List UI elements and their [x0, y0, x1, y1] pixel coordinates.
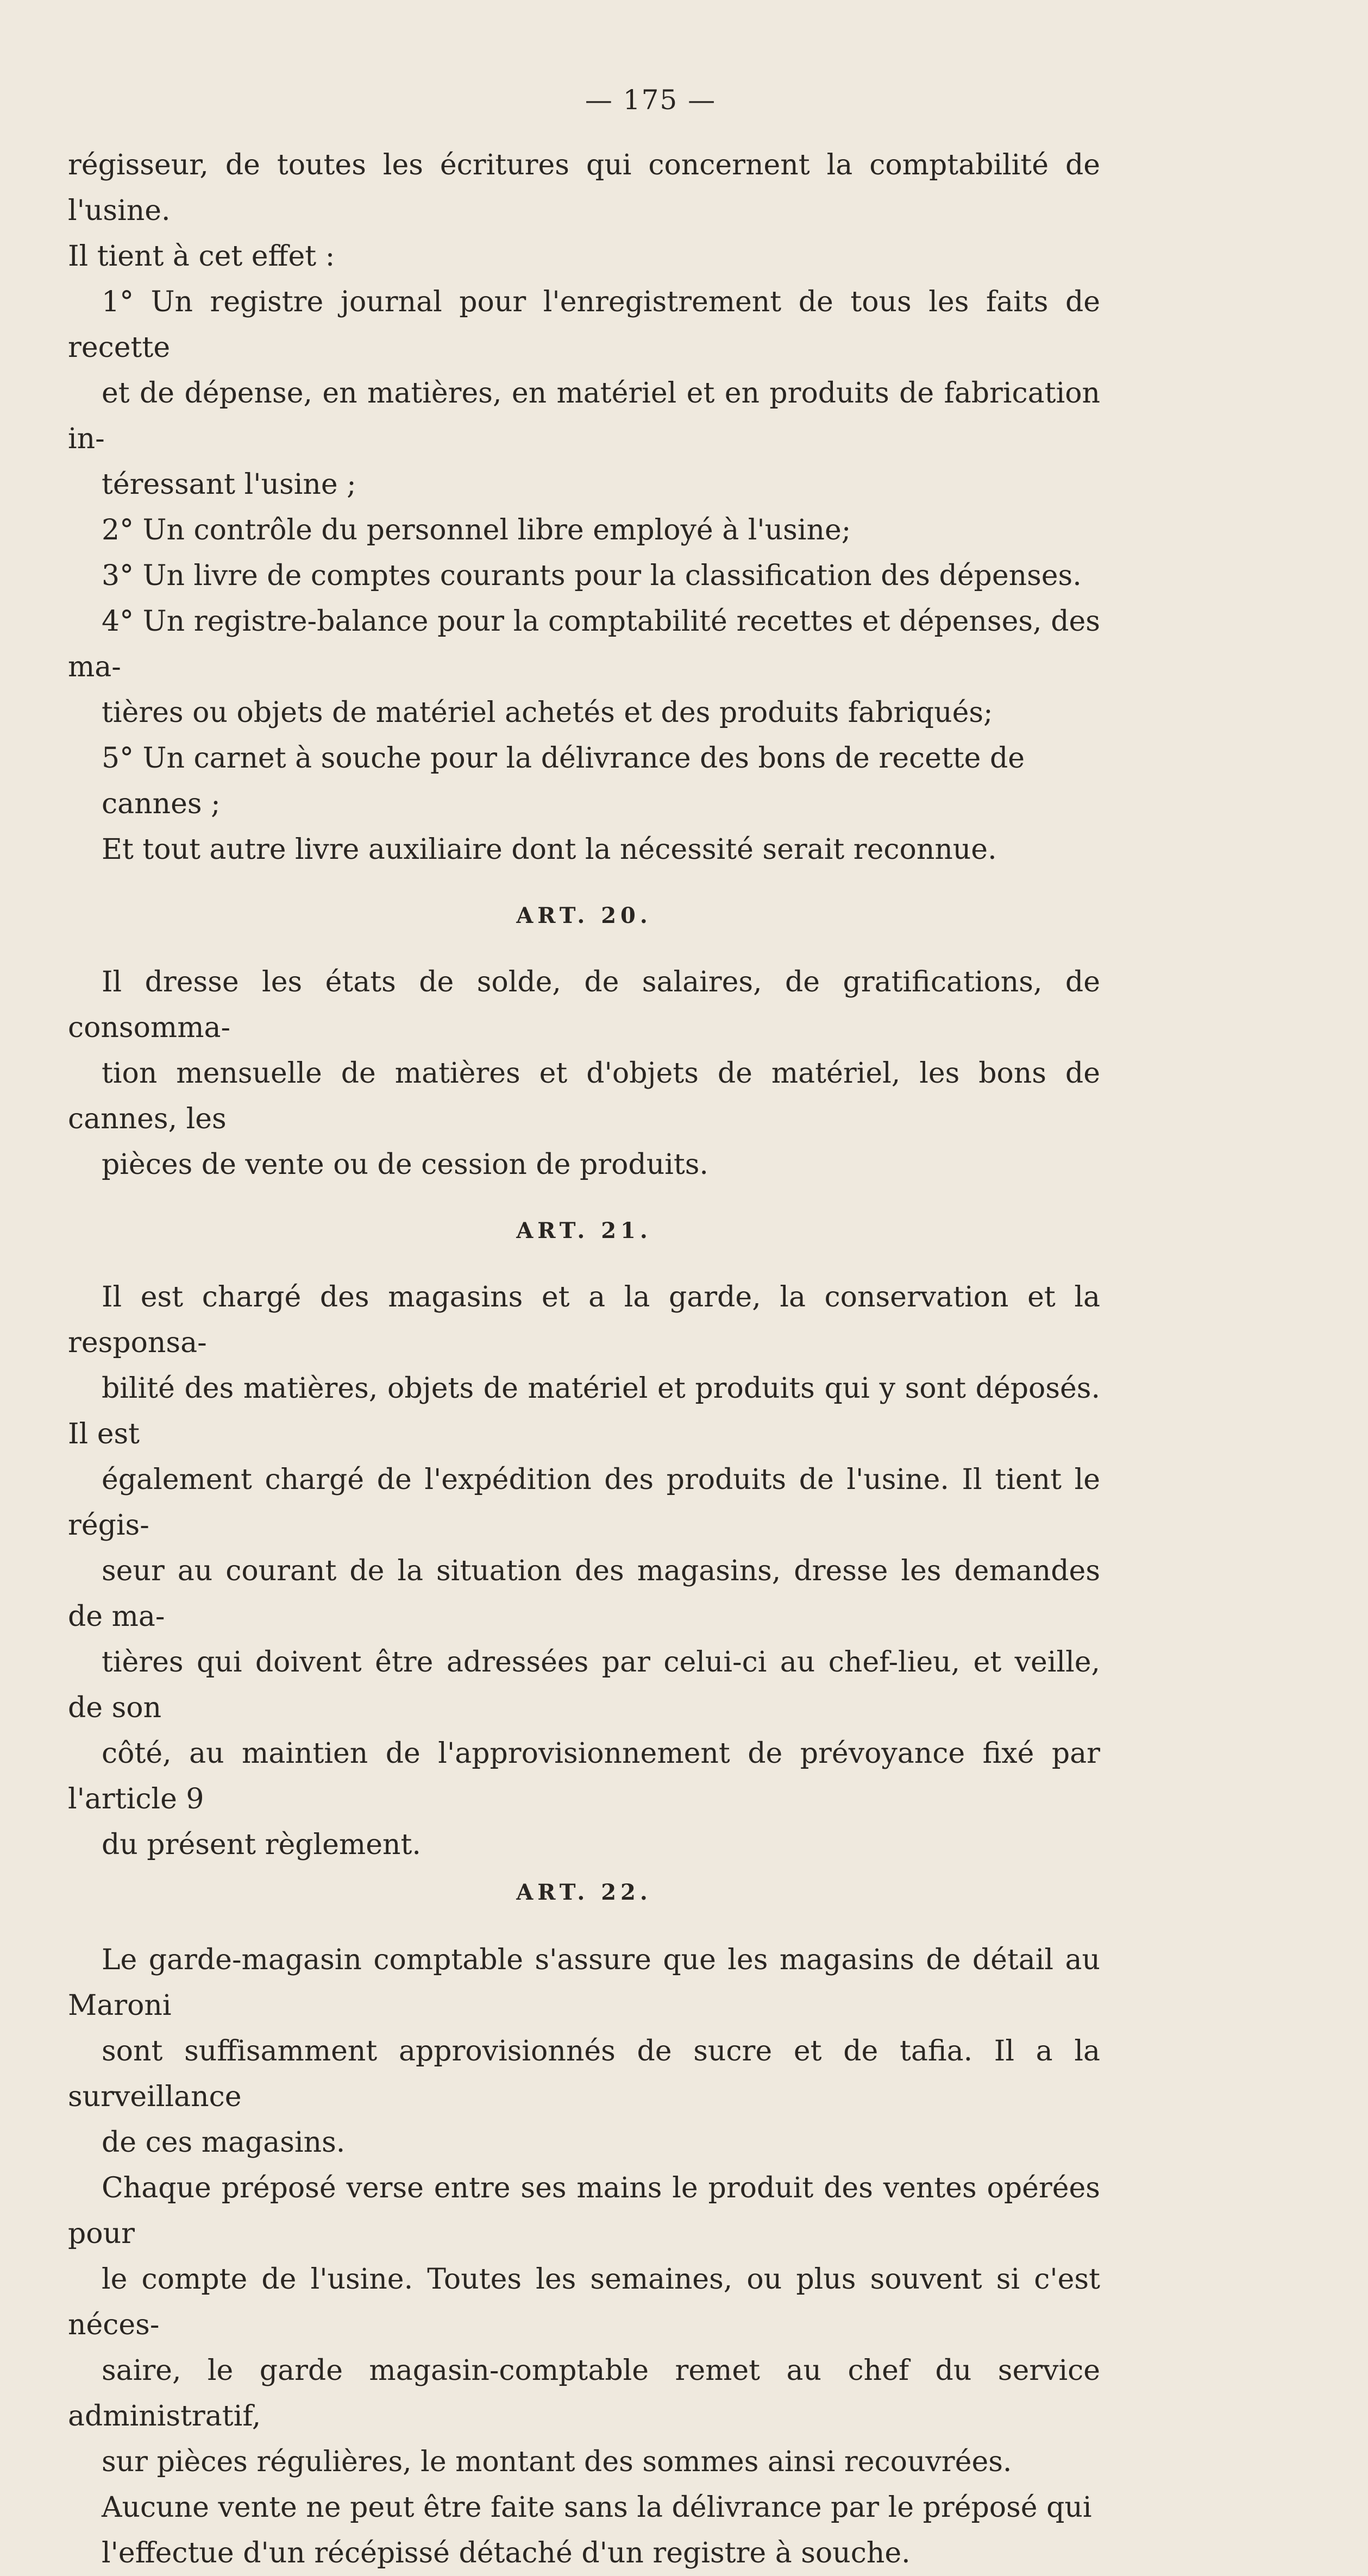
- text-line: 3° Un livre de comptes courants pour la classification des dépenses.: [102, 560, 1082, 592]
- list-item-3: [68, 553, 1100, 599]
- text-line: tières ou objets de matériel achetés et des produits fabriqués;: [102, 696, 993, 729]
- article-22-paragraph-3: [68, 2485, 1100, 2576]
- page-number: — 175 —: [585, 84, 717, 116]
- text-line: Le garde-magasin comptable s'assure que les magasins de détail au Maroni: [68, 1944, 1100, 2022]
- text-line: régisseur, de toutes les écritures qui concernent la comptabilité de l'usine.: [68, 149, 1100, 227]
- text-line: le compte de l'usine. Toutes les semaines, ou plus souvent si c'est néces-: [68, 2263, 1100, 2341]
- text-line: saire, le garde magasin-comptable remet au chef du service administratif,: [68, 2354, 1100, 2433]
- text-line: côté, au maintien de l'approvisionnement de prévoyance fixé par l'article 9: [68, 1737, 1100, 1815]
- list-item-2: [68, 507, 1100, 553]
- text-line: du présent règlement.: [102, 1829, 421, 1861]
- intro-paragraph: [68, 142, 1100, 279]
- text-line: Il est chargé des magasins et a la garde, la conservation et la responsa-: [68, 1281, 1100, 1359]
- text-line: et de dépense, en matières, en matériel et en produits de fabrication in-: [68, 377, 1100, 455]
- document-body: [68, 142, 1100, 2576]
- text-line: seur au courant de la situation des magasins, dresse les demandes de ma-: [68, 1555, 1100, 1633]
- text-line: cannes ;: [102, 788, 221, 820]
- text-line: sont suffisamment approvisionnés de sucre et de tafia. Il a la surveillance: [68, 2035, 1100, 2113]
- article-21-paragraph: [68, 1274, 1100, 1868]
- article-22-paragraph-1: [68, 1937, 1100, 2165]
- text-line: Chaque préposé verse entre ses mains le produit des ventes opérées pour: [68, 2172, 1100, 2250]
- text-line: Et tout autre livre auxiliaire dont la nécessité serait reconnue.: [102, 833, 997, 866]
- text-line: l'effectue d'un récépissé détaché d'un registre à souche.: [102, 2537, 911, 2569]
- text-line: également chargé de l'expédition des produits de l'usine. Il tient le régis-: [68, 1463, 1100, 1542]
- text-line: tion mensuelle de matières et d'objets de matériel, les bons de cannes, les: [68, 1057, 1100, 1135]
- text-line: 5° Un carnet à souche pour la délivrance des bons de recette de: [102, 742, 1025, 775]
- article-22-paragraph-2: [68, 2165, 1100, 2485]
- article-heading-20: ART. 20.: [516, 903, 652, 928]
- list-item-4: [68, 599, 1100, 736]
- text-line: Il tient à cet effet :: [68, 240, 335, 273]
- article-heading-22: ART. 22.: [516, 1880, 652, 1905]
- text-line: bilité des matières, objets de matériel et produits qui y sont déposés. Il est: [68, 1372, 1100, 1450]
- text-line: 2° Un contrôle du personnel libre employé à l'usine;: [102, 514, 851, 546]
- text-line: téressant l'usine ;: [102, 468, 356, 501]
- list-item-1: [68, 279, 1100, 507]
- list-item-5: [68, 736, 1100, 827]
- text-line: sur pièces régulières, le montant des sommes ainsi recouvrées.: [102, 2446, 1012, 2478]
- article-20-paragraph: [68, 959, 1100, 1188]
- text-line: 4° Un registre-balance pour la comptabilité recettes et dépenses, des ma-: [68, 605, 1100, 683]
- text-line: tières qui doivent être adressées par celui-ci au chef-lieu, et veille, de son: [68, 1646, 1100, 1724]
- text-line: Aucune vente ne peut être faite sans la délivrance par le préposé qui: [102, 2491, 1092, 2524]
- list-item-6: [68, 827, 1100, 872]
- article-heading-21: ART. 21.: [516, 1218, 652, 1243]
- text-line: de ces magasins.: [102, 2126, 346, 2159]
- text-line: Il dresse les états de solde, de salaires, de gratifications, de consomma-: [68, 966, 1100, 1044]
- text-line: 1° Un registre journal pour l'enregistrement de tous les faits de recette: [68, 286, 1100, 364]
- text-line: pièces de vente ou de cession de produits.: [102, 1148, 708, 1181]
